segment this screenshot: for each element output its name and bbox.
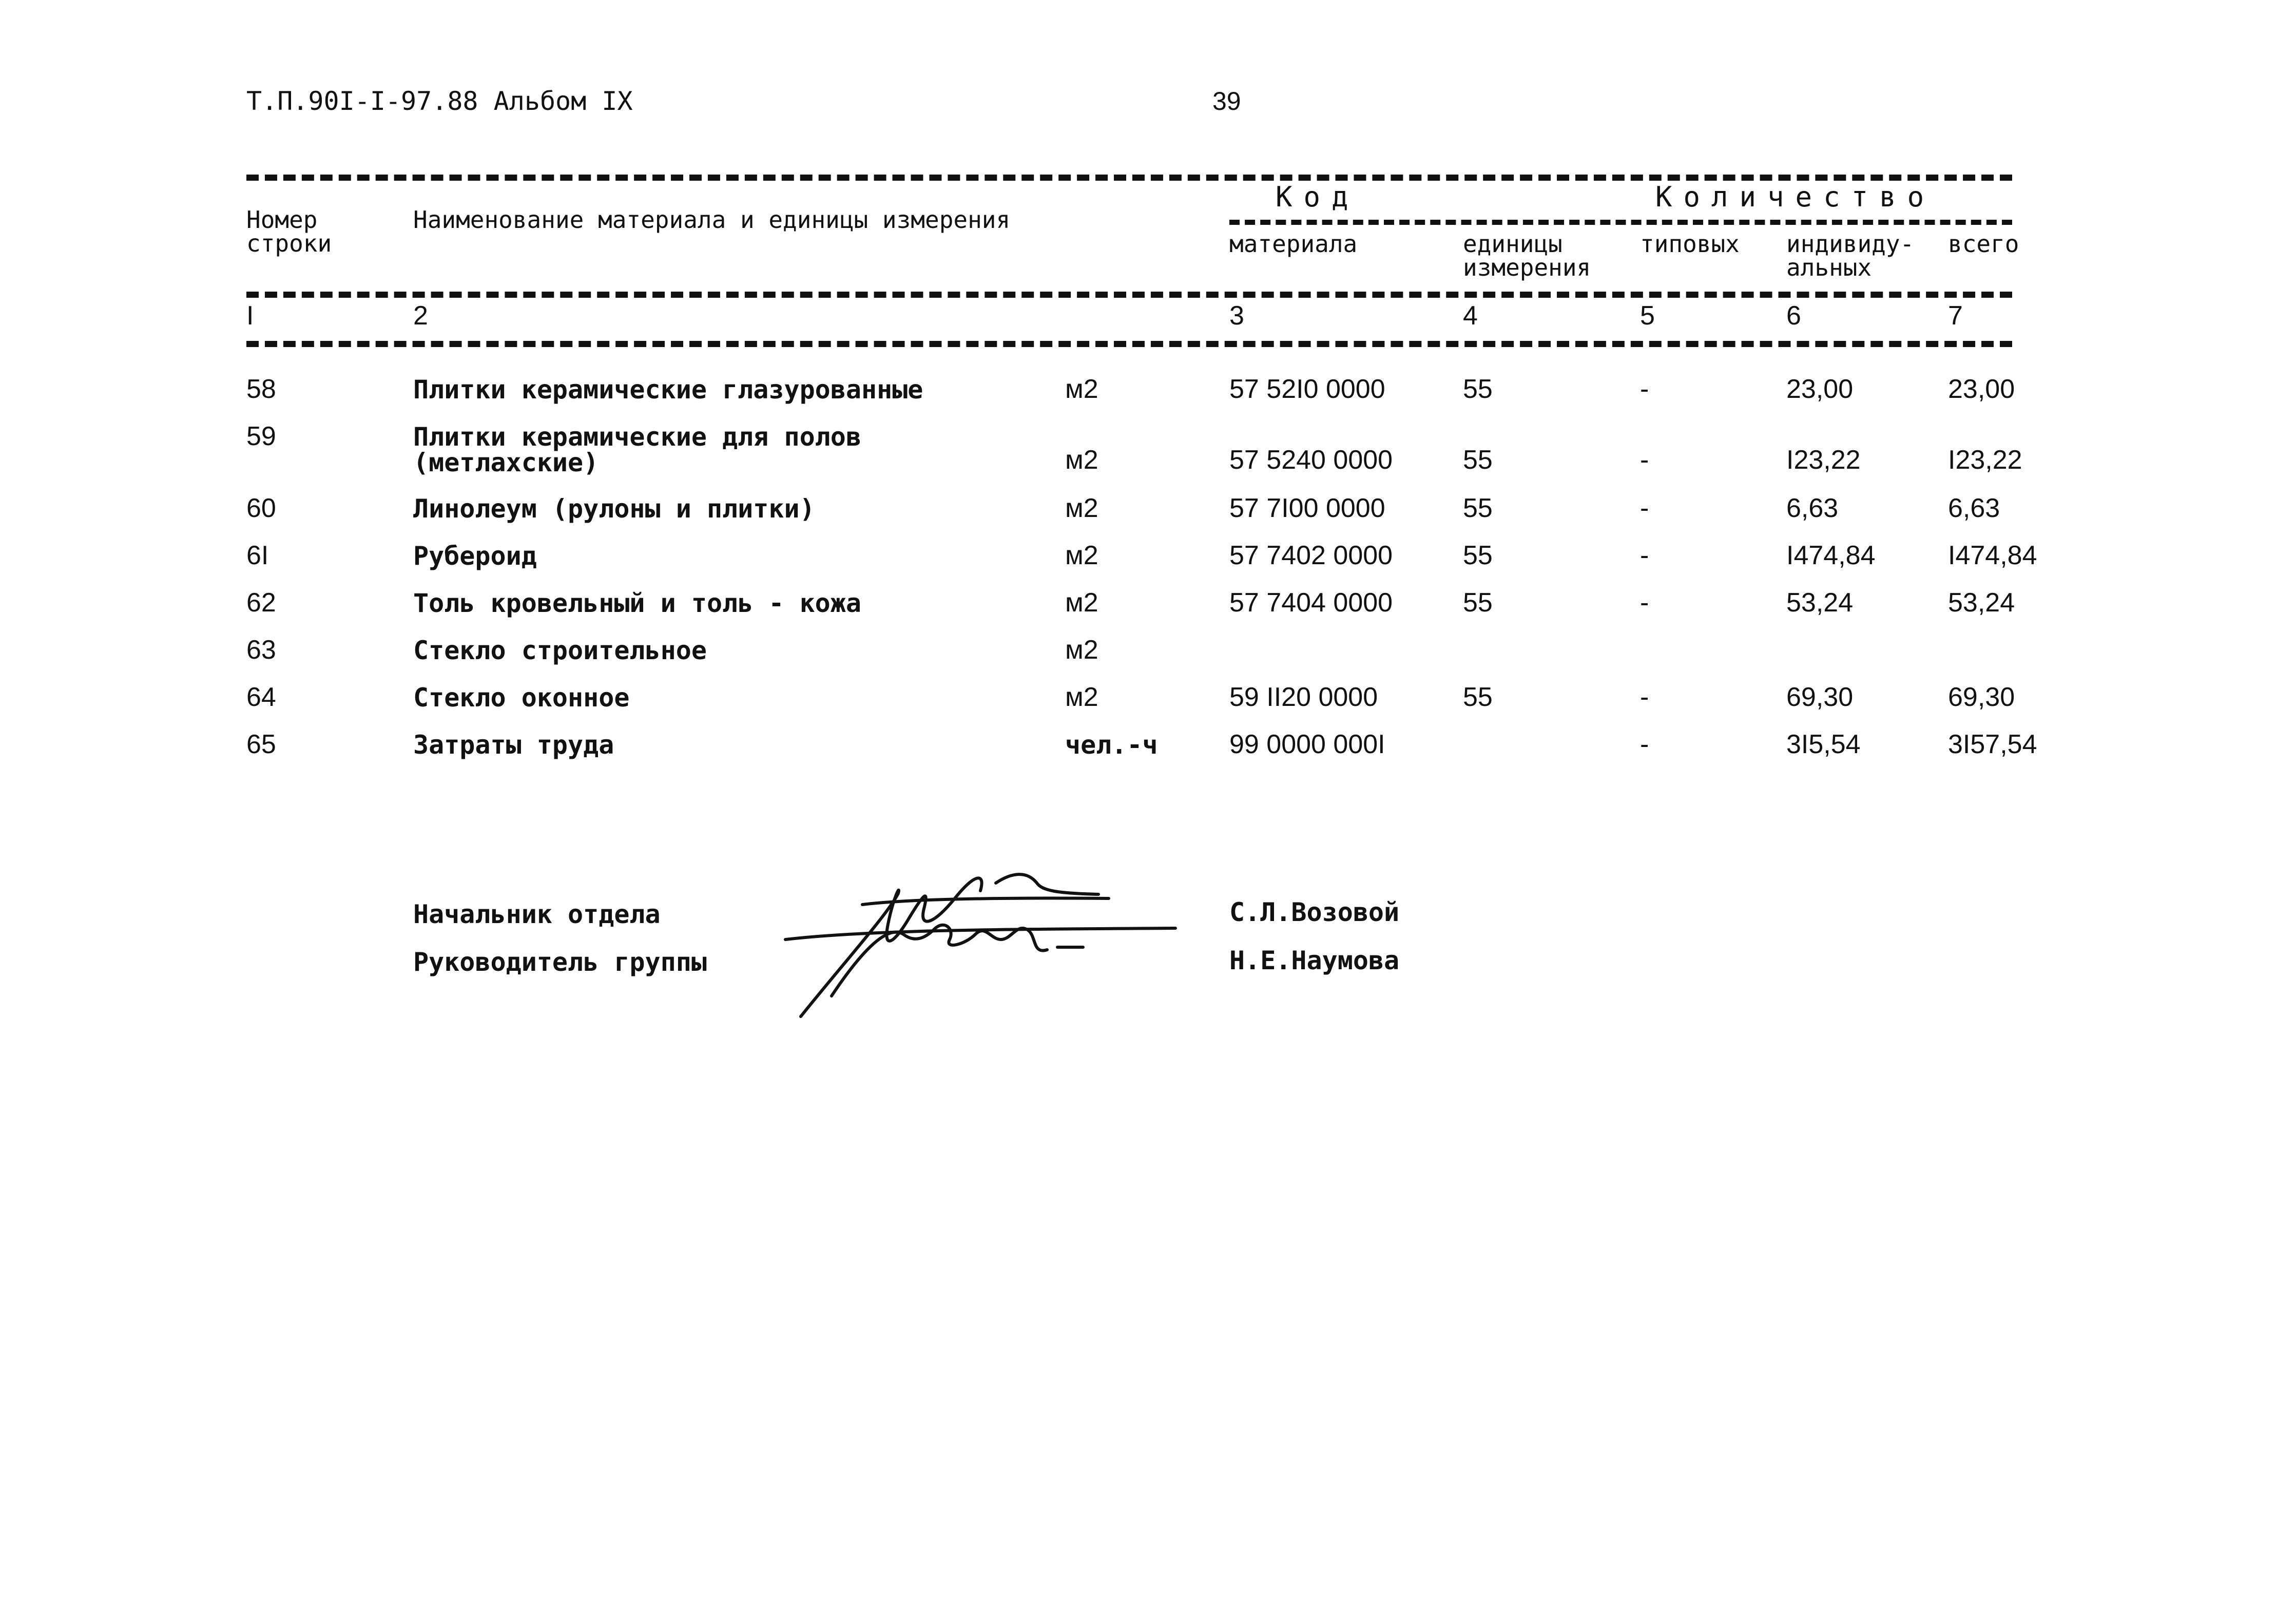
unit-code: 55 <box>1463 374 1493 404</box>
material-name: Плитки керамические глазурованные <box>413 375 923 405</box>
row-number: 65 <box>246 730 276 759</box>
material-code: 57 7402 0000 <box>1229 541 1393 570</box>
material-name: Стекло строительное <box>413 636 707 665</box>
unit: чел.-ч <box>1065 730 1158 760</box>
header-qty-typical: типовых <box>1640 230 1740 258</box>
material-code: 57 52I0 0000 <box>1229 374 1385 404</box>
row-number: 58 <box>246 374 276 404</box>
column-number: I <box>246 301 254 331</box>
material-code: 57 7I00 0000 <box>1229 493 1385 523</box>
code-qty-subrule <box>1229 220 2012 225</box>
column-number: 7 <box>1948 301 1963 331</box>
header-code-unit: единицы измерения <box>1463 230 1591 281</box>
header-qty-total: всего <box>1948 230 2019 258</box>
qty-individual: 3I5,54 <box>1786 730 1861 759</box>
qty-total: 23,00 <box>1948 374 2015 404</box>
material-code: 99 0000 000I <box>1229 730 1385 759</box>
qty-total: 6,63 <box>1948 493 2000 523</box>
qty-individual: 6,63 <box>1786 493 1839 523</box>
material-name: Толь кровельный и толь - кожа <box>413 588 861 618</box>
column-number: 5 <box>1640 301 1655 331</box>
unit: м2 <box>1065 374 1098 404</box>
qty-total: I474,84 <box>1948 541 2037 570</box>
unit: м2 <box>1065 682 1098 712</box>
group-leader-label: Руководитель группы <box>413 947 707 977</box>
qty-typical: - <box>1640 541 1649 570</box>
header-material-name: Наименование материала и единицы измерения <box>413 206 1011 234</box>
qty-typical: - <box>1640 493 1649 523</box>
header-bottom-rule <box>246 292 2012 298</box>
qty-individual: 53,24 <box>1786 588 1854 618</box>
unit: м2 <box>1065 541 1098 570</box>
qty-total: 53,24 <box>1948 588 2015 618</box>
header-quantity-group: Количество <box>1655 181 1936 213</box>
table-top-rule <box>246 175 2012 181</box>
qty-typical: - <box>1640 374 1649 404</box>
qty-individual: I474,84 <box>1786 541 1876 570</box>
material-name: Линолеум (рулоны и плитки) <box>413 494 815 524</box>
row-number: 64 <box>246 682 276 712</box>
page-number: 39 <box>1212 87 1241 116</box>
unit-code: 55 <box>1463 682 1493 712</box>
header-row-number: Номер строки <box>246 206 332 257</box>
unit-code: 55 <box>1463 445 1493 475</box>
column-numbers-rule <box>246 341 2012 347</box>
unit: м2 <box>1065 635 1098 665</box>
row-number: 59 <box>246 421 276 451</box>
qty-typical: - <box>1640 682 1649 712</box>
material-name: Стекло оконное <box>413 683 630 713</box>
qty-total: 3I57,54 <box>1948 730 2037 759</box>
header-qty-individual: индивиду- альных <box>1786 230 1915 281</box>
document-reference: Т.П.90I-I-97.88 Альбом IX <box>246 86 633 116</box>
head-of-department-name: С.Л.Возовой <box>1229 897 1400 927</box>
material-code: 57 5240 0000 <box>1229 445 1393 475</box>
qty-typical: - <box>1640 730 1649 759</box>
qty-individual: I23,22 <box>1786 445 1861 475</box>
unit-code: 55 <box>1463 541 1493 570</box>
row-number: 62 <box>246 588 276 618</box>
column-number: 4 <box>1463 301 1478 331</box>
material-name: Рубероид <box>413 541 537 571</box>
qty-individual: 23,00 <box>1786 374 1854 404</box>
head-of-department-label: Начальник отдела <box>413 899 661 929</box>
unit: м2 <box>1065 588 1098 618</box>
row-number: 60 <box>246 493 276 523</box>
column-number: 6 <box>1786 301 1801 331</box>
column-number: 3 <box>1229 301 1244 331</box>
header-code-material: материала <box>1229 230 1358 258</box>
row-number: 63 <box>246 635 276 665</box>
material-name: Плитки керамические для полов (метлахские) <box>413 422 861 477</box>
column-number: 2 <box>413 301 428 331</box>
material-code: 59 II20 0000 <box>1229 682 1378 712</box>
material-name: Затраты труда <box>413 730 614 760</box>
unit-code: 55 <box>1463 588 1493 618</box>
header-code-group: Код <box>1276 181 1360 213</box>
unit: м2 <box>1065 493 1098 523</box>
qty-total: 69,30 <box>1948 682 2015 712</box>
qty-total: I23,22 <box>1948 445 2022 475</box>
qty-typical: - <box>1640 588 1649 618</box>
row-number: 6I <box>246 541 269 570</box>
unit: м2 <box>1065 445 1098 475</box>
qty-typical: - <box>1640 445 1649 475</box>
unit-code: 55 <box>1463 493 1493 523</box>
material-code: 57 7404 0000 <box>1229 588 1393 618</box>
group-leader-name: Н.Е.Наумова <box>1229 946 1400 975</box>
handwritten-signature <box>770 862 1191 1027</box>
qty-individual: 69,30 <box>1786 682 1854 712</box>
